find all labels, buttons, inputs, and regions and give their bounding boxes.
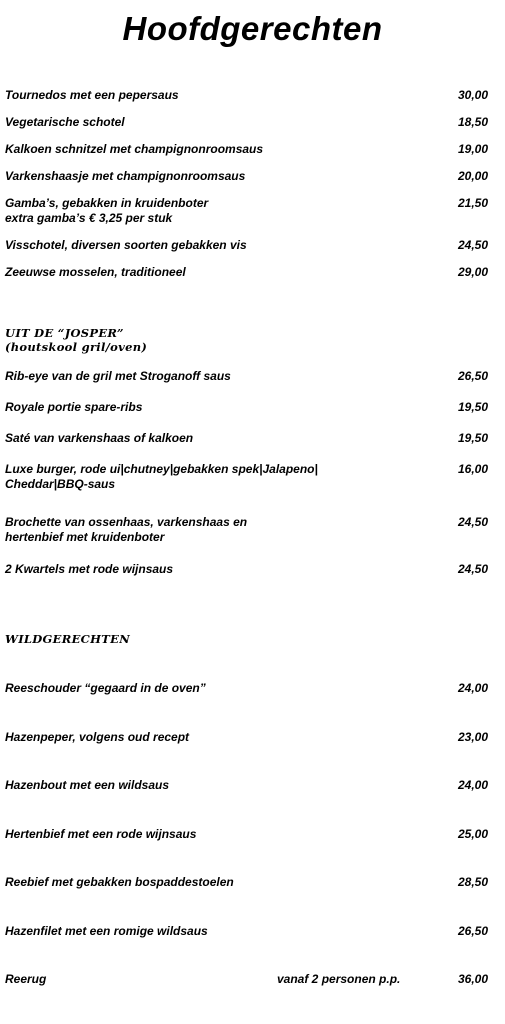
- dish-price: 23,00: [457, 730, 488, 744]
- dish-name: Visschotel, diversen soorten gebakken vis: [5, 238, 247, 252]
- dish-price: 24,50: [457, 238, 488, 252]
- dish-name: Gamba’s, gebakken in kruidenboter extra gamba’s € 3,25 per stuk: [5, 196, 209, 225]
- dish-name: Hazenfilet met een romige wildsaus: [5, 924, 208, 938]
- dish-price: 24,50: [457, 515, 488, 529]
- dish-price: 24,50: [457, 562, 488, 576]
- dish-name: Brochette van ossenhaas, varkenshaas en hertenbief met kruidenboter: [5, 515, 248, 544]
- dish-name: Hazenbout met een wildsaus: [5, 778, 170, 792]
- dish-note: vanaf 2 personen p.p.: [277, 972, 401, 986]
- dish-name: Varkenshaasje met champignonroomsaus: [5, 169, 246, 183]
- dish-price: 30,00: [457, 88, 488, 102]
- dish-price: 36,00: [457, 972, 488, 986]
- section-heading-wild: WILDGERECHTEN: [5, 632, 131, 646]
- dish-name: Reeschouder “gegaard in de oven”: [5, 681, 206, 695]
- section-heading-josper: UIT DE “JOSPER” (houtskool gril/oven): [5, 326, 148, 354]
- dish-name: Zeeuwse mosselen, traditioneel: [5, 265, 186, 279]
- dish-price: 21,50: [457, 196, 488, 210]
- dish-price: 20,00: [457, 169, 488, 183]
- dish-price: 29,00: [457, 265, 488, 279]
- dish-name: Reebief met gebakken bospaddestoelen: [5, 875, 234, 889]
- dish-name: Kalkoen schnitzel met champignonroomsaus: [5, 142, 264, 156]
- dish-name: Saté van varkenshaas of kalkoen: [5, 431, 194, 445]
- dish-name: 2 Kwartels met rode wijnsaus: [5, 562, 174, 576]
- dish-name: Vegetarische schotel: [5, 115, 125, 129]
- dish-name: Tournedos met een pepersaus: [5, 88, 179, 102]
- dish-price: 18,50: [457, 115, 488, 129]
- dish-name: Reerug: [5, 972, 47, 986]
- dish-name: Luxe burger, rode ui|chutney|gebakken spek|Jalapeno| Cheddar|BBQ-saus: [5, 462, 318, 491]
- dish-name: Rib-eye van de gril met Stroganoff saus: [5, 369, 231, 383]
- dish-name: Hazenpeper, volgens oud recept: [5, 730, 190, 744]
- dish-price: 26,50: [457, 924, 488, 938]
- dish-price: 25,00: [457, 827, 488, 841]
- dish-price: 26,50: [457, 369, 488, 383]
- page-title: Hoofdgerechten: [122, 10, 383, 47]
- dish-price: 19,00: [457, 142, 488, 156]
- dish-name: Royale portie spare-ribs: [5, 400, 143, 414]
- dish-price: 24,00: [457, 778, 488, 792]
- dish-price: 16,00: [457, 462, 488, 476]
- dish-name: Hertenbief met een rode wijnsaus: [5, 827, 197, 841]
- dish-price: 19,50: [457, 400, 488, 414]
- dish-price: 24,00: [457, 681, 488, 695]
- dish-price: 19,50: [457, 431, 488, 445]
- dish-price: 28,50: [457, 875, 488, 889]
